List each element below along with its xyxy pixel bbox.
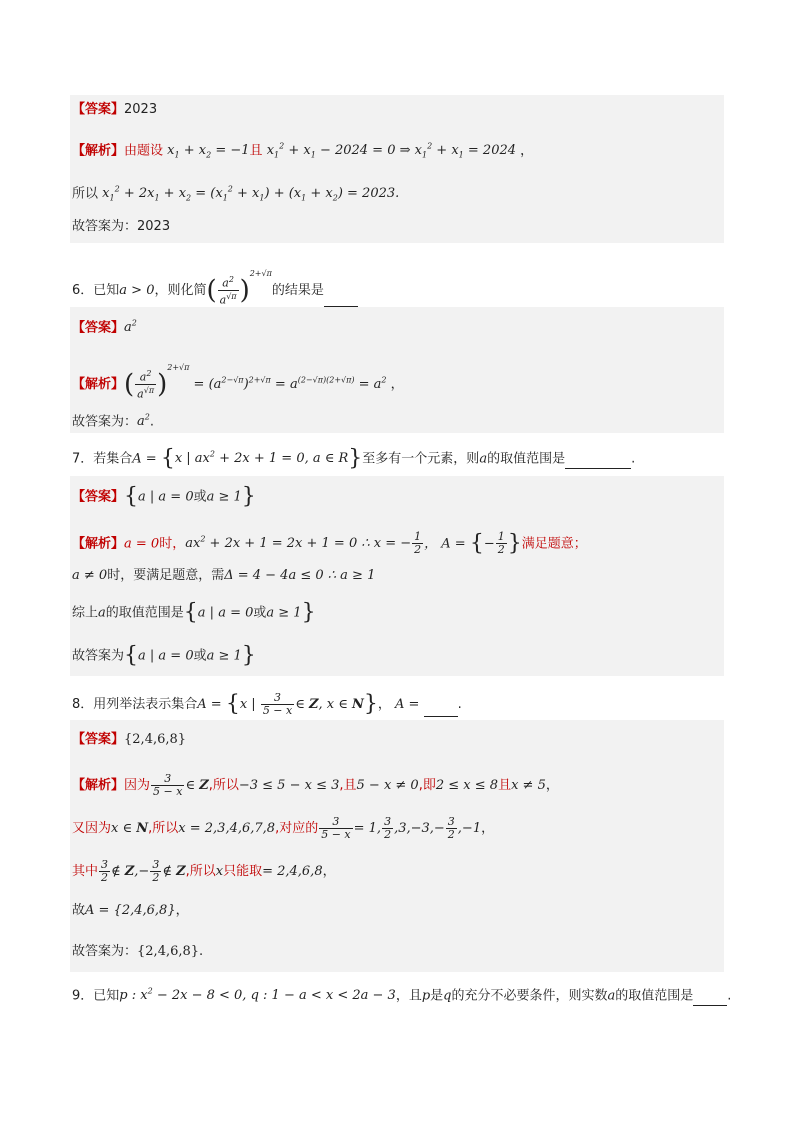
question-text: 是 [430,988,444,1004]
math-expression: ,−1 [457,821,482,836]
answer-tag: 【答案】 [72,102,125,117]
math-expression: a | a = 0 [138,489,194,505]
question-number: 8．用列举法表示集合 [72,697,198,712]
analysis-text: ,所以 [148,821,179,836]
math-fraction: $\frac{1}{2}$ [414,530,422,557]
math-expression: ,3,−3,− [394,821,445,836]
math-expression: $ax^2 + 2x + 1 = 2x + 1 = 0$ ∴ x = − [185,535,412,552]
answer-tag: 【答案】 [72,489,125,505]
math-fraction: $\frac{3}{2}$ [101,858,109,884]
math-brace: { [183,600,198,625]
math-exponent: 2+√π [249,269,272,278]
analysis-tag: 【解析】 [72,778,125,793]
math-brace: { [124,484,139,509]
question-text: 至多有一个元素，则 [362,451,480,467]
analysis-tag: 【解析】 [72,536,125,552]
q8-analysis-line3: 其中 $\frac{3}{2}$ ∉ Z,− $\frac{3}{2}$ ∉ Z,所以x只能取= 2,4,6,8， [72,858,336,884]
answer-blank [424,704,458,717]
math-brace: } [241,484,256,509]
math-symbol: q [443,988,452,1004]
answer-text: 或 [193,489,207,505]
math-expression: −3 ≤ 5 − x ≤ 3 [238,778,340,793]
analysis-text: 且 [249,143,263,159]
math-symbol: a [607,988,616,1004]
analysis-text: 满足题意； [521,536,587,552]
q5-analysis-line2 [72,180,400,203]
math-expression: x ∈ N [111,821,149,836]
math-paren: ) [239,275,250,306]
analysis-text: 又因为 [72,821,112,836]
math-fraction: $\frac{1}{2}$ [497,530,505,557]
q7-analysis-line1 [72,530,587,557]
q8-answer-line [72,730,186,750]
math-brace: } [348,445,363,471]
q8-question: 8．用列举法表示集合A = {x | $\frac{3}{5 - x}$ ∈ Z, x ∈ N}， A = . [72,691,462,717]
math-expression: p : $x^2 - 2x - 8 < 0$, q : 1 − a < x < 2a − 3 [119,987,396,1004]
q5-final-line [72,217,170,237]
math-fraction: $\frac{a^2}{a^{√\pi}}$ [137,369,155,401]
math-brace: { [469,530,484,556]
math-expression: ∈ Z, x ∈ N [295,697,364,712]
analysis-text: 的取值范围是 [105,605,184,621]
math-expression: ∉ Z [162,864,186,879]
question-number: 9．已知 [72,988,120,1004]
question-text: 的充分不必要条件，则实数 [451,988,608,1004]
answer-value: 2023 [124,102,158,117]
math-expression: Δ = 4 − 4a ≤ 0 ∴ a ≥ 1 [224,568,376,583]
final-answer: 故答案为 [72,648,125,664]
q8-analysis-line2: 又因为x ∈ N,所以x = 2,3,4,6,7,8,对应的 $\frac{3}{5 - x}$ = 1, $\frac{3}{2}$ ,3,−3,− $\frac{3}{2}$ ,−1， [72,815,495,841]
analysis-text: ,所以 [185,864,216,879]
math-fraction: $\frac{3}{5 - x}$ [321,815,351,841]
math-fraction: $\frac{3}{2}$ [447,815,455,841]
q7-question: 7．若集合A = {x | $ax^2 + 2x + 1 = 0$, a ∈ R}至多有一个元素，则a的取值范围是 . [72,445,636,471]
math-expression: 5 − x ≠ 0 [356,778,419,793]
math-expression: a = 0 [124,536,160,552]
q6-answer-line [72,314,137,334]
question-text: ，且 [395,988,422,1004]
q7-summary-line [72,600,316,625]
math-expression: a ≥ 1 [266,605,302,621]
q7-final-line [72,643,256,668]
math-brace: { [225,691,240,717]
analysis-tag: 【解析】 [72,377,125,392]
math-expression: A = [197,697,226,712]
q8-answer-block [70,720,724,972]
math-expression: $a^2$ [137,413,150,430]
math-expression: {2,4,6,8} [137,944,200,959]
math-expression: x = 2,3,4,6,7,8 [178,821,276,836]
analysis-text: 且 [498,778,512,793]
math-expression: ∈ Z [185,778,209,793]
analysis-text: 或 [253,605,267,621]
analysis-tag: 【解析】 [72,143,125,159]
math-expression: A = {2,4,6,8} [85,903,176,918]
q8-analysis-line4: 故A = {2,4,6,8}， [72,903,189,918]
question-text: 的结果是 [271,283,324,298]
q6-final-line: 故答案为：$a^2$. [72,413,155,430]
math-expression: $x_1 + x_2 = -1$ [167,143,250,160]
q6-question [72,264,358,307]
math-expression: ， A = [424,536,470,552]
math-brace: } [301,600,316,625]
q8-analysis-line1: 【解析】因为 $\frac{3}{5 - x}$ ∈ Z,所以−3 ≤ 5 − x ≤ 3,且5 − x ≠ 0,即2 ≤ x ≤ 8且x ≠ 5， [72,772,559,798]
q6-analysis-line [72,358,404,401]
math-symbol: a [479,451,488,467]
math-paren: ( [206,275,217,306]
final-answer: 或 [193,648,207,664]
math-expression: − [483,536,495,552]
answer-value: {2,4,6,8} [124,732,187,747]
question-text: 的取值范围是 [487,451,566,467]
answer-blank [565,456,631,469]
question-number: 6．已知 [72,283,120,298]
analysis-text: 因为 [124,778,151,793]
math-expression: ∉ Z,− [111,864,150,879]
math-brace: } [363,691,378,717]
analysis-text: 由题设 [124,143,164,159]
math-expression: a | a = 0 [197,605,254,621]
analysis-text: ,对应的 [275,821,319,836]
math-expression: = 1, [353,821,382,836]
math-exponent: 2+√π [167,363,190,372]
analysis-text: 时，要满足题意，需 [107,568,225,583]
answer-blank [324,294,358,307]
math-fraction: $\frac{a^2}{a^{√\pi}}$ [219,275,237,307]
analysis-text: 综上 [72,605,99,621]
answer-blank [693,993,727,1006]
analysis-text: ,且 [339,778,357,793]
q9-question: 9．已知p : $x^2 - 2x - 8 < 0$, q : 1 − a < x < 2a − 3，且p是q的充分不必要条件，则实数a的取值范围是 . [72,982,731,1002]
analysis-text: 时， [159,536,186,552]
math-symbol: p [421,988,431,1004]
q5-analysis-line1: 【解析】由题设 $x_1 + x_2 = -1$且 $x_1^2 + x_1 - 2024 = 0$ ⇒ $x_1^2 + x_1 = 2024$ ， [72,142,534,160]
math-expression: a ≥ 1 [206,489,242,505]
math-expression: $x_1^2 + x_1 - 2024 = 0$ ⇒ $x_1^2 + x_1 = 2024$ [266,142,517,160]
math-symbol: a [98,605,106,621]
math-expression: x | [239,697,260,712]
answer-value: $a^2$ [124,319,137,336]
math-fraction: $\frac{3}{5 - x}$ [153,772,183,798]
question-text: 的取值范围是 [615,988,694,1004]
final-answer: 故答案为：2023 [72,219,171,234]
math-fraction: $\frac{3}{2}$ [152,858,160,884]
math-brace: { [124,643,139,668]
question-text: ，则化简 [154,283,207,298]
math-fraction: $\frac{3}{5 - x}$ [262,691,293,717]
math-expression: a ≥ 1 [206,648,242,664]
analysis-text: 只能取 [223,864,263,879]
math-expression: A = [132,451,161,467]
math-expression: a > 0 [119,283,155,298]
math-paren: ) [157,369,168,400]
math-expression: A = [395,697,424,712]
q8-final-line: 故答案为：{2,4,6,8}. [72,944,204,959]
q7-answer-line [72,484,256,509]
final-answer: 故答案为： [72,944,138,959]
analysis-text: 所以 [72,186,99,202]
math-expression: $x_1^2 + 2x_1 + x_2 = (x_1^2 + x_1) + (x_1 + x_2) = 2023$. [102,185,400,203]
analysis-text: 故 [72,903,86,918]
analysis-text: ,所以 [208,778,239,793]
math-expression: = 2,4,6,8 [262,864,323,879]
math-paren: ( [124,369,135,400]
final-answer: 故答案为： [72,414,138,430]
question-number: 7．若集合 [72,451,133,467]
math-brace: { [160,445,175,471]
math-expression: x | $ax^2 + 2x + 1 = 0$, a ∈ R [174,450,349,467]
math-brace: } [241,643,256,668]
answer-tag: 【答案】 [72,732,125,747]
math-brace: } [507,530,522,556]
math-expression: a ≠ 0 [72,568,108,583]
answer-tag: 【答案】 [72,320,125,336]
q5-answer-line [72,100,157,120]
math-fraction: $\frac{3}{2}$ [384,815,392,841]
math-expression: x ≠ 5 [511,778,546,793]
analysis-text: ,即 [418,778,436,793]
math-symbol: x [215,864,224,879]
analysis-text: 其中 [72,864,99,879]
math-expression: a | a = 0 [138,648,194,664]
math-expression: = $(a^{2-√\pi})^{2+√\pi} = a^{(2-√\pi)(2+√\pi)} = a^2$ [193,375,387,392]
math-expression: 2 ≤ x ≤ 8 [435,778,499,793]
q7-analysis-line2 [72,566,375,586]
